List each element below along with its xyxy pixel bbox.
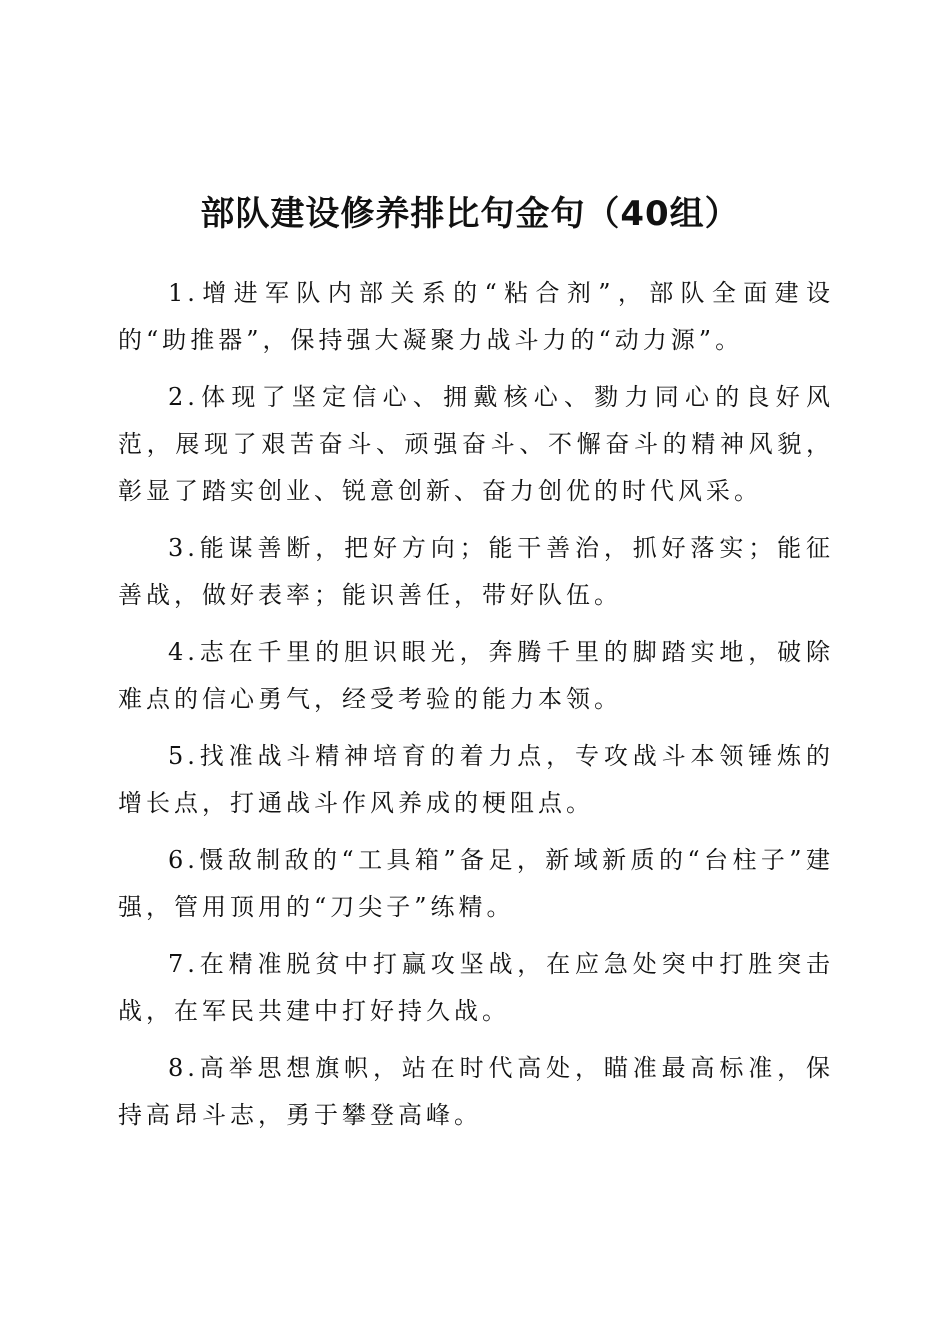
document-body xyxy=(118,270,834,1149)
paragraph-6: 6.慑敌制敌的“工具箱”备足，新域新质的“台柱子”建强，管用顶用的“刀尖子”练精。 xyxy=(118,846,834,921)
paragraph-1: 1.增进军队内部关系的“粘合剂”，部队全面建设的“助推器”，保持强大凝聚力战斗力的“动力源”。 xyxy=(118,279,834,354)
paragraph-2: 2.体现了坚定信心、拥戴核心、勠力同心的良好风范，展现了艰苦奋斗、顽强奋斗、不懈奋斗的精神风貌，彰显了踏实创业、锐意创新、奋力创优的时代风采。 xyxy=(118,383,834,505)
document-title: 部队建设修养排比句金句（40组） xyxy=(200,194,740,234)
paragraph-4: 4.志在千里的胆识眼光，奔腾千里的脚踏实地，破除难点的信心勇气，经受考验的能力本领。 xyxy=(118,638,834,713)
paragraph-3: 3.能谋善断，把好方向；能干善治，抓好落实；能征善战，做好表率；能识善任，带好队伍。 xyxy=(118,534,834,609)
paragraph-8: 8.高举思想旗帜，站在时代高处，瞄准最高标准，保持高昂斗志，勇于攀登高峰。 xyxy=(118,1054,834,1129)
paragraph-7: 7.在精准脱贫中打赢攻坚战，在应急处突中打胜突击战，在军民共建中打好持久战。 xyxy=(118,950,834,1025)
paragraph-5: 5.找准战斗精神培育的着力点，专攻战斗本领锤炼的增长点，打通战斗作风养成的梗阻点。 xyxy=(118,742,834,817)
